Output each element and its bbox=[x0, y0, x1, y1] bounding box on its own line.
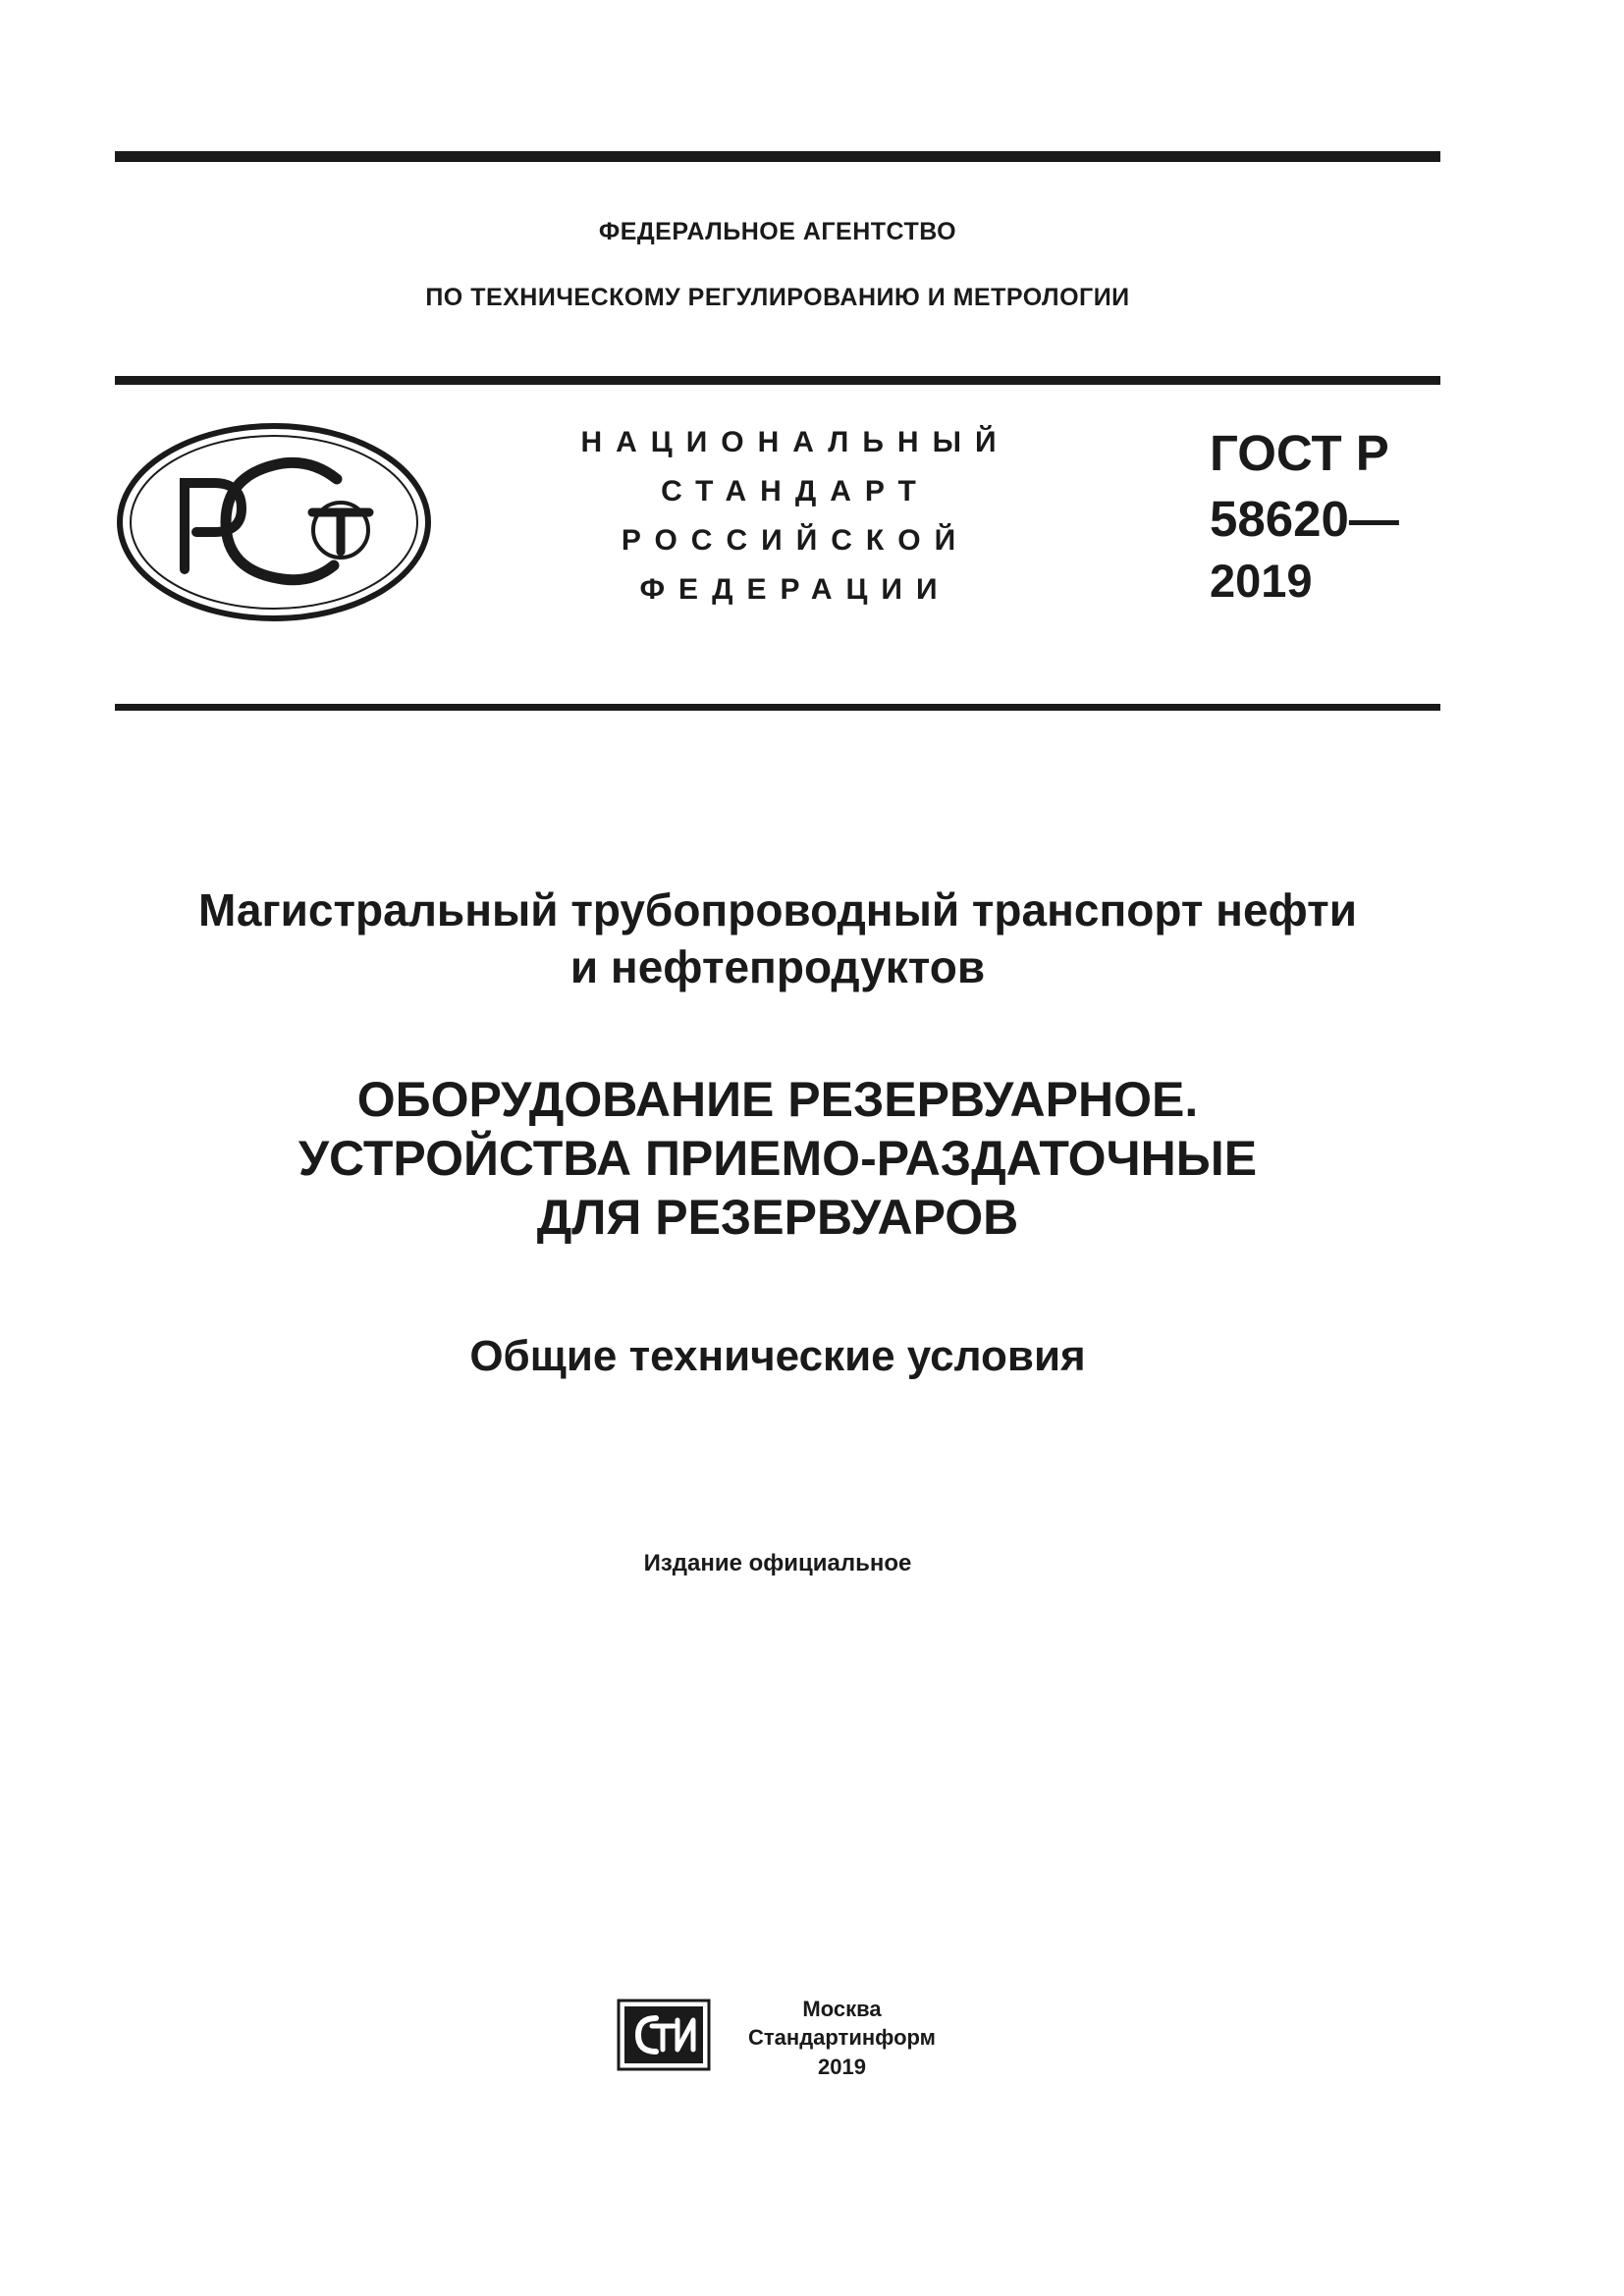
edition-note: Издание официальное bbox=[643, 1550, 912, 1576]
document-subtitle: Общие технические условия bbox=[469, 1332, 1086, 1380]
middle-rule bbox=[115, 376, 1440, 385]
national-standard-line-3: РОССИЙСКОЙ bbox=[621, 524, 970, 557]
publisher-year: 2019 bbox=[818, 2055, 866, 2079]
document-title-main-line-1: Магистральный трубопроводный транспорт нефти bbox=[198, 884, 1357, 935]
document-title-upper-line-1: ОБОРУДОВАНИЕ РЕЗЕРВУАРНОЕ. bbox=[356, 1072, 1199, 1127]
national-standard-line-2: СТАНДАРТ bbox=[661, 475, 930, 507]
gost-designation-line-2: 58620— bbox=[1210, 491, 1399, 547]
bottom-rule bbox=[115, 704, 1440, 711]
document-title-uppercase bbox=[115, 1070, 1440, 1247]
publisher-name: Стандартинформ bbox=[748, 2025, 936, 2050]
top-rule bbox=[115, 151, 1440, 162]
agency-name-line-1: ФЕДЕРАЛЬНОЕ АГЕНТСТВО bbox=[598, 218, 957, 245]
publisher-city: Москва bbox=[802, 1997, 882, 2021]
gost-designation-line-1: ГОСТ Р bbox=[1210, 425, 1389, 481]
national-standard-line-1: НАЦИОНАЛЬНЫЙ bbox=[580, 426, 1010, 458]
national-standard-line-4: ФЕДЕРАЦИИ bbox=[639, 573, 951, 606]
standartinform-logo-icon bbox=[617, 1999, 711, 2071]
document-title-upper-line-2: УСТРОЙСТВА ПРИЕМО-РАЗДАТОЧНЫЕ bbox=[298, 1131, 1258, 1186]
document-title-main-line-2: и нефтепродуктов bbox=[569, 941, 986, 992]
document-title-main bbox=[115, 881, 1440, 995]
document-title-upper-line-3: ДЛЯ РЕЗЕРВУАРОВ bbox=[536, 1190, 1019, 1245]
gost-rst-emblem-icon bbox=[116, 422, 432, 623]
gost-designation-year: 2019 bbox=[1210, 555, 1313, 607]
agency-name-line-2: ПО ТЕХНИЧЕСКОМУ РЕГУЛИРОВАНИЮ И МЕТРОЛОГИИ bbox=[425, 284, 1130, 311]
